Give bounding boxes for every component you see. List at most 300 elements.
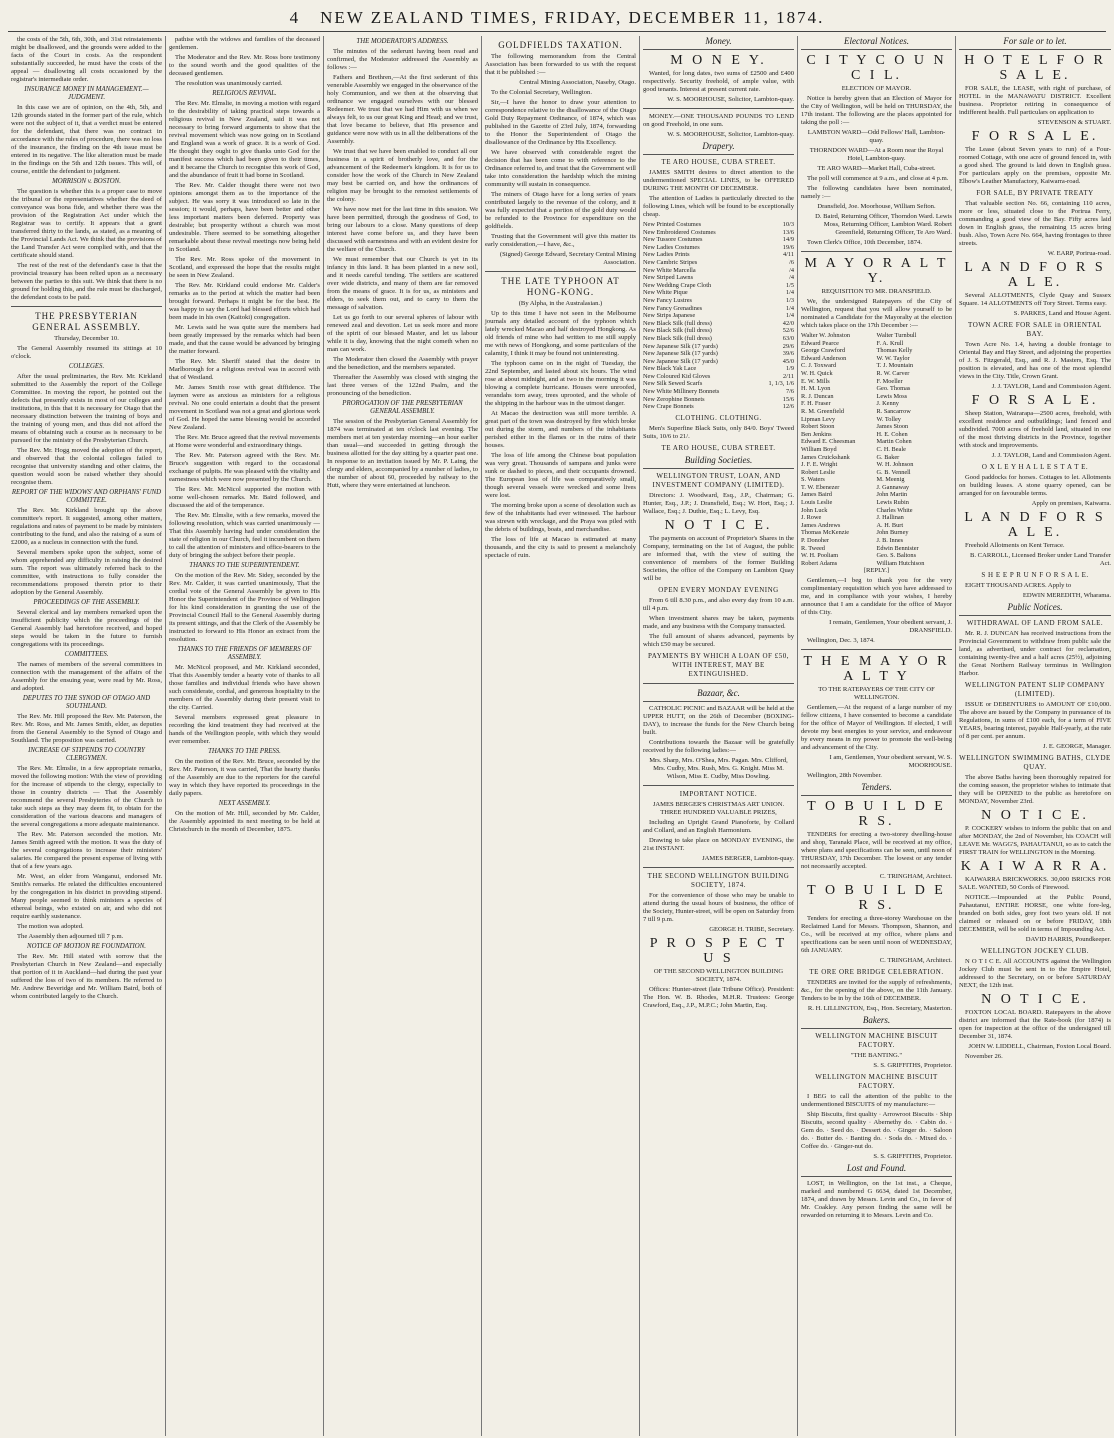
signatory-name: James Stoon: [876, 423, 909, 431]
price-item: New Japanese Silk (17 yards): [643, 342, 718, 350]
article-paragraph: The loss of life among the Chinese boat population was very great. Thousands of sampans and junks were sunk or dashed to pieces, and their occupants drowned. The European loss of life was comparatively small, though several vessels were wrecked and some lives were lost.: [485, 452, 636, 499]
section-title: Bakers.: [801, 1015, 952, 1029]
ad-text: Mr. R. J. DUNCAN has received instructions from the Provincial Government to withdraw from public sale the land, as advertised, under contract for reclamation, containing twenty-five and a half acres (25½), adjoining the Great Northern Railway terminus in Wellington Harbor.: [959, 630, 1111, 677]
subheading: COLLEGES.: [68, 363, 105, 370]
price-value: 1/3: [785, 296, 794, 304]
price-item: New White Millinery Bonnets: [643, 388, 720, 396]
ad-text: Including an Upright Grand Pianoforte, by Collard and Collard, and an English Harmonium.: [643, 818, 794, 834]
page-number: 4: [289, 8, 301, 27]
section-title: Public Notices.: [959, 602, 1111, 616]
signatory-name: E. W. Mills: [801, 377, 830, 385]
price-row: [643, 403, 794, 411]
signatory-name: Robert Adams: [801, 559, 838, 567]
price-item: New Black Silk (full dress): [643, 319, 712, 327]
ad-text: Wellington, Dec. 3, 1874.: [807, 637, 875, 645]
byline: (By Alpha, in the Australasian.): [518, 300, 603, 307]
ad-text: We, the undersigned Ratepayers of the City of Wellington, request that you will allow yourself to be nominated a Candidate for the Mayoralty at the election which takes place on the 17th December :—: [801, 298, 952, 329]
price-value: 2/11: [783, 372, 794, 380]
ad-heading: T H E M A Y O R A L T Y: [803, 654, 950, 685]
article-paragraph: Up to this time I have not seen in the Melbourne journals any detailed account of the typhoon which lately wrecked Macao and half destroyed Hongkong. As old friends of mine who had written to me still supply me with news of Hongkong, and some particulars of the calamity, I think it may be found not uninteresting.: [485, 310, 636, 357]
ad-text: Dransfield, Joe. Moorhouse, William Sefton.: [817, 203, 936, 210]
ad-heading: F O R S A L E.: [971, 393, 1099, 408]
column-6: [798, 36, 956, 1436]
price-row: [643, 297, 794, 305]
ad-heading: K A I W A R R A.: [960, 859, 1110, 874]
column-1: [8, 36, 166, 1436]
price-item: New Crape Bonnets: [643, 403, 694, 411]
ad-text: Ship Biscuits, first quality · Arrowroot Biscuits · Ship Biscuits, second quality · Abernethy do. · Cabin do. · Gem do. · Seed do. · Dessert do. · Ginger do. · Saloon do. · Butter do. · Banting do. · Soda do. · Mixed do. · Coffee do. · Ginger-nut do.: [801, 1111, 952, 1151]
subheading: PROCEEDINGS OF THE ASSEMBLY.: [33, 599, 140, 606]
article-paragraph: pathise with the widows and families of the deceased gentlemen.: [169, 36, 320, 51]
price-row: [643, 373, 794, 381]
ad-text: Mrs. Sharp, Mrs. O'Shea, Mrs. Pagan. Mrs. Clifford, Mrs. Cudby, Mrs. Rush, Mrs. G. Knight. Miss M. Wilson, Miss E. Cudby, Miss Dowling.: [649, 756, 788, 780]
ad-heading: N O T I C E.: [981, 992, 1089, 1007]
article-paragraph: At Macao the destruction was still more terrible. A great part of the town was destroyed by fire which broke out during the storm, and numbers of the inhabitants perished either in the flames or in the ruins of their houses.: [485, 410, 636, 449]
ad-text: Contributions towards the Bazaar will be gratefully received by the following ladies:—: [643, 738, 794, 754]
signatory-name: F. Moeller: [876, 377, 903, 385]
signatory-name: John Luck: [801, 506, 828, 514]
signatory-name: M. Meenig: [876, 476, 905, 484]
price-value: 13/6: [782, 228, 794, 236]
ad-heading: WELLINGTON JOCKEY CLUB.: [980, 947, 1090, 955]
article-paragraph: The question is whether this is a proper case to move the tribunal or the representatives whether the deed of conveyance was bona fide, and whether there was the provision of the Registration Act under which the Registrar was to certify. It appears that a grant transferred thirty to the lands, as stated, as a meaning of the Provincial Lands Act. We think that the provisions of the Land Transfer Act were complied with, and that the certificate should stand.: [11, 188, 162, 259]
ad-text: The poll will commence at 9 a.m., and close at 4 p.m.: [807, 175, 949, 182]
price-value: 12/6: [782, 403, 794, 411]
ad-text: Town Acre No. 1.4, having a double frontage to Oriental Bay and Hay Street, and adjoining the properties of J. S. Fitzgerald, Esq., and R. J. Masters, Esq. The position is elevated, and has one of the most splendid views in the City. Title, Crown Grant.: [959, 341, 1111, 380]
article-paragraph: On the motion of the Rev. Mr. Sidey, seconded by the Rev. Mr. Calder, it was carried unanimously, That the cordial vote of the General Assembly be given to His Honor the Superintendent of the Province of Wellington for his kind consideration in granting the use of the Provincial Council Hall to the General Assembly during its present sittings, and that the Clerk of the Assembly be instructed to forward to His Honor an extract from the resolution.: [169, 572, 320, 643]
addressee: To the Colonial Secretary, Wellington.: [491, 89, 593, 96]
article-paragraph: The Rev. Mr. Paterson agreed with the Rev. Mr. Bruce's suggestion with regard to the occasional exchange of pulpits. He was pleased with the vitality and earnestness which were now presented by the Church.: [169, 452, 320, 483]
signatory-name: R. J. Duncan: [801, 392, 834, 400]
section-title: Lost and Found.: [801, 1163, 952, 1177]
article-paragraph: Mr. Lewis said he was quite sure the members had been greatly impressed by the remarks which had been made, and that the cause would be advanced by bringing the matter forward.: [169, 324, 320, 355]
price-row: [643, 305, 794, 313]
divider: [11, 306, 162, 307]
price-value: 4/11: [783, 251, 794, 259]
price-value: 14/9: [782, 236, 794, 244]
ad-heading: THE SECOND WELLINGTON BUILDING SOCIETY, 1874.: [647, 871, 790, 889]
section-title: For sale or to let.: [959, 36, 1111, 50]
price-item: New Zerophine Bonnets: [643, 395, 705, 403]
price-value: 1/5: [785, 281, 794, 289]
signatory-name: R. M. Greenfield: [801, 407, 845, 415]
price-item: New Wedding Crape Cloth: [643, 281, 712, 289]
divider: [643, 785, 794, 786]
ad-text: The following candidates have been nominated, namely :—: [801, 185, 952, 200]
ad-heading: IMPORTANT NOTICE.: [679, 789, 758, 798]
divider: [643, 683, 794, 684]
ad-text: Wellington, 28th November.: [807, 772, 882, 780]
ad-heading: C I T Y C O U N C I L.: [806, 53, 947, 83]
price-item: New Fancy Lustres: [643, 296, 692, 304]
ad-text: For the convenience of those who may be unable to attend during the usual hours of business, the office of the Society, Hunter-street, will be open on Saturday from 7 till 9 p.m.: [643, 891, 794, 923]
price-item: New Printed Costumes: [643, 221, 702, 228]
price-value: 1/4: [785, 289, 794, 297]
ad-subheading: [REPLY.]: [863, 567, 890, 575]
price-item: New Ladies Prints: [643, 251, 690, 259]
article-paragraph: We must remember that our Church is yet in its infancy in this land. It has been planted in a new soil, and it needs careful tending. The settlers are scattered over wide districts, and many of them are far removed from the means of grace. It is for us, as ministers and elders, to seek them out, and to carry to them the message of salvation.: [327, 256, 478, 311]
ad-heading: F O R S A L E.: [971, 129, 1099, 144]
column-5: [640, 36, 798, 1436]
ad-text: From 6 till 8.30 p.m., and also every day from 10 a.m. till 4 p.m.: [643, 596, 794, 612]
section-title: Money.: [643, 36, 794, 50]
signatory-name: George Crawford: [801, 347, 846, 355]
price-value: 1/9: [785, 365, 794, 373]
article-paragraph: The loss of life at Macao is estimated at many thousands, and the city is said to present a melancholy spectacle of ruin.: [485, 536, 636, 559]
price-item: New Black Yak Lace: [643, 365, 697, 373]
ad-heading: TOWN ACRE FOR SALE in ORIENTAL BAY.: [968, 321, 1102, 338]
price-row: [643, 320, 794, 328]
article-paragraph: The names of members of the several committees in connection with the management of the affairs of the Assembly for the ensuing year, were read by Mr. Ross, and adopted.: [11, 661, 162, 692]
signatory-name: Walter Turnbull: [876, 332, 917, 339]
ad-signature: Apply on premises, Kaiwarra.: [1031, 500, 1111, 507]
ad-text: N O T I C E. All ACCOUNTS against the Wellington Jockey Club must be sent in to the Empire Hotel, addressed to the Secretary, on or before SATURDAY NEXT, the 12th inst.: [959, 958, 1111, 989]
price-row: [643, 350, 794, 358]
price-row: [643, 289, 794, 297]
ad-text: That valuable section No. 66, containing 110 acres, more or less, situated close to the Porirua Ferry, commanding a good view of the Bay. Fifty acres laid down in English grass, the remaining 15 acres bring bush. Also, Town Acre No. 664, having frontages to three streets.: [959, 200, 1111, 247]
price-row: [643, 343, 794, 351]
subheading: REPORT OF THE WIDOWS' AND ORPHANS' FUND COMMITTEE.: [11, 489, 162, 504]
price-value: 7/6: [785, 388, 794, 396]
ad-signature: W. EARP, Porirua-road.: [1047, 250, 1111, 257]
price-row: [643, 335, 794, 343]
signatory-name: J. Gannaway: [876, 483, 910, 491]
ad-signature: W. S. MOORHOUSE, Solicitor, Lambton-quay.: [667, 131, 794, 138]
price-row: [643, 244, 794, 252]
signatory-name: R. Tweed: [801, 544, 825, 552]
ad-text: TE ARO WARD—Market Hall, Cuba-street.: [817, 165, 936, 172]
ad-heading: TE ORE ORE BRIDGE CELEBRATION.: [809, 968, 944, 977]
price-value: 1/4: [785, 312, 794, 320]
ad-signature: I am, Gentlemen, Your obedient servant, W. S. MOORHOUSE.: [829, 754, 952, 770]
signatory-name: P. Donoher: [801, 537, 829, 545]
ad-signature: J. J. TAYLOR, Land and Commission Agent.: [991, 383, 1111, 390]
subheading: RELIGIOUS REVIVAL.: [212, 90, 277, 97]
price-value: 29/6: [782, 342, 794, 350]
signatory-name: J. Rowe: [801, 514, 822, 522]
article-paragraph: Thereafter the Assembly was closed with singing the last three verses of the 122nd Psalm, and the pronouncing of the benediction.: [327, 374, 478, 397]
signatory-name: J. Kenny: [876, 400, 899, 408]
price-row: [643, 251, 794, 259]
signatory-name: H. M. Lyon: [801, 385, 831, 393]
price-value: 19/6: [782, 243, 794, 251]
ad-heading: L A N D F O R S A L E.: [964, 260, 1106, 290]
price-item: New Striped Lawns: [643, 274, 694, 282]
subheading: INSURANCE MONEY IN MANAGEMENT.—JUDGMENT.: [24, 86, 149, 101]
ad-signature: STEVENSON & STUART.: [1037, 119, 1111, 126]
signatory-name: W. H. Pooliam: [801, 552, 839, 560]
ad-signature: EDWIN MEREDITH, Wharama.: [1022, 592, 1111, 599]
newspaper-title: NEW ZEALAND TIMES, FRIDAY, DECEMBER 11, 1874.: [320, 8, 825, 27]
price-value: 15/6: [782, 395, 794, 403]
article-paragraph: The Rev. Mr. Hogg moved the adoption of the report, and observed that the colonial colleges failed to recognise that university standing and other claims, the question would soon be raised whether they should recognise them.: [11, 447, 162, 486]
ad-signature: JOHN W. LIDDELL, Chairman, Foxton Local Board.: [968, 1043, 1111, 1050]
signatory-name: R. W. Carver: [876, 369, 910, 377]
signatory-name: Geo. Thomas: [876, 385, 911, 393]
ad-text: LAMBTON WARD—Odd Fellows' Hall, Lambton-quay.: [807, 129, 946, 144]
article-paragraph: We trust that we have been enabled to conduct all our business in a spirit of brotherly love, and for the advancement of the Redeemer's kingdom. It is for us to consider how the work of the Church in New Zealand may best be carried on, and how the ordinances of religion may be brought to the remotest settlements of the colony.: [327, 148, 478, 203]
ad-text: "THE BANTING.": [850, 1052, 903, 1060]
ad-text: Notice is hereby given that an Election of Mayor for the City of Wellington, will be held on THURSDAY, the 17th instant. The following are the places appointed for taking the poll :—: [801, 95, 952, 126]
article-paragraph: Sir,—I have the honor to draw your attention to correspondence relative to the disallowance of the Otago Gold Duty Repayment Ordinance, of 1874, which was published in the Gazette of 23rd July, 1874, forwarding to the Honor the Superintendent of Otago the disallowance of the Ordinance by His Excellency.: [485, 99, 636, 146]
ad-signature: JAMES BERGER, Lambton-quay.: [702, 854, 794, 862]
section-title: Bazaar, &c.: [643, 688, 794, 702]
divider: [801, 251, 952, 252]
article-paragraph: In this case we are of opinion, on the 4th, 5th, and 12th grounds stated in the former part of the rule, which were not the subject of it, that a verdict must be entered for the defendant, that there was no contract in accordance with the rules of procedure, there was no loss of the insurance, the finding on the 4th issue must be entered in its negative. The like alteration must be made in the findings on the 5th and 12th issues. This will, of course, entitle the defendant to judgment.: [11, 104, 162, 175]
ad-text: Drawing to take place on MONDAY EVENING, the 21st INSTANT.: [643, 836, 794, 852]
signatory-name: Charles White: [876, 506, 913, 514]
ad-heading: S H E E P R U N F O R S A L E.: [981, 571, 1089, 579]
ad-signature: W. S. MOORHOUSE, Solicitor, Lambton-quay.: [667, 96, 794, 103]
ad-text: NOTICE.—Impounded at the Public Pound, Pahautanui, ENTIRE HORSE, one white fore-leg, branded on both sides, grey foot two years old. If not claimed or released on or before FRIDAY, 18th DECEMBER, will be sold in terms of Impounding Act.: [959, 894, 1111, 933]
signatory-list: [801, 332, 952, 567]
column-3: [324, 36, 482, 1436]
price-row: [643, 221, 794, 229]
signatory-name: J. F. E. Wright: [801, 461, 838, 469]
ad-heading: FOR SALE, BY PRIVATE TREATY: [976, 189, 1094, 197]
ad-text: ISSUE or DEBENTURES to AMOUNT OF £10,000. The above are issued by the Company in pursuance of its Regulations, in sums of £100 each, for a term of FIVE YEARS, bearing interest, payable Half-yearly, at the rate of 8 per cent. per annum.: [959, 701, 1111, 740]
ad-text: TENDERS are invited for the supply of refreshments, &c., for the opening of the above, on the 11th January. Tenders to be in by the 16th of DECEMBER.: [801, 979, 952, 1003]
article-paragraph: The resolution was unanimously carried.: [175, 80, 283, 87]
ad-heading: M A Y O R A L T Y.: [804, 256, 949, 286]
ad-text: JAMES BERGER'S CHRISTMAS ART UNION. THREE HUNDRED VALUABLE PRIZES,: [652, 800, 785, 816]
signatory-name: F. A. Krull: [876, 339, 904, 347]
signatory-name: Robert Stoon: [801, 423, 835, 431]
price-value: 63/0: [782, 334, 794, 342]
signatory-name: F. H. Fraser: [801, 400, 831, 408]
subheading: THANKS TO THE SUPERINTENDENT.: [189, 562, 300, 569]
ad-text: The above Baths having been thoroughly repaired for the coming season, the proprietor wishes to intimate that they will be OPENED to the public as heretofore on MONDAY, November 23rd.: [959, 774, 1111, 805]
subheading: MORRISON v. BOSTON.: [52, 178, 121, 185]
ad-signature: DAVID HARRIS, Poundkeeper.: [1025, 936, 1111, 943]
ad-heading: WELLINGTON MACHINE BISCUIT FACTORY.: [815, 1032, 938, 1050]
column-2: [166, 36, 324, 1436]
signatory-name: Lewis Moss: [876, 392, 908, 400]
price-item: New Tussore Costumes: [643, 236, 703, 244]
ad-text: The payments on account of Proprietor's Shares in the Company, terminating on the 1st of August, the public are informed that, with the view of suiting the convenience of members of the former Building Societies, the office of the Company on Lambton Quay will be: [643, 534, 794, 582]
price-value: 10/3: [782, 221, 794, 228]
article-paragraph: Several clerical and lay members remarked upon the insufficient publicity which the proceedings of the General Assembly had heretofore received, and hoped steps would be taken in the future to furnish congregations with its proceedings.: [11, 609, 162, 648]
signatory-name: Walter W. Johnston: [801, 332, 850, 339]
ad-text: Tenders for erecting a three-storey Warehouse on the Reclaimed Land for Messrs. Thompson, Shannon, and Co., will be received at my office, where plans and specifications can be seen until noon of WEDNESDAY, 6th JANUARY.: [801, 915, 952, 955]
ad-heading: WELLINGTON MACHINE BISCUIT FACTORY.: [815, 1073, 938, 1091]
ad-text: CATHOLIC PICNIC and BAZAAR will be held at the UPPER HUTT, on the 26th of December (BOXING-DAY), to increase the funds for the New Church being built.: [643, 704, 794, 736]
price-row: [643, 327, 794, 335]
article-paragraph: The Rev. Mr. Sheriff stated that the desire in Marlborough for a religious revival was in accord with that of Westland.: [169, 358, 320, 381]
article-paragraph: On the motion of the Rev. Mr. Bruce, seconded by the Rev. Mr. Paterson, it was carried, That the hearty thanks of the Assembly are due to the reporters for the careful way in which they have reported its proceedings in the daily papers.: [169, 758, 320, 797]
ad-signature: S. PARKES, Land and House Agent.: [1013, 310, 1111, 317]
ad-text: Sheep Station, Wairarapa—2500 acres, freehold, with excellent residence and outbuildings; land fenced and subdivided. 7000 acres of freehold land, situated in one of the most thriving districts in the Province, together with stock and improvements.: [959, 410, 1111, 449]
article-paragraph: Let us go forth to our several spheres of labour with renewed zeal and devotion. Let us seek more and more of the spirit of our blessed Master, and let us labour while it is day, knowing that the night cometh when no man can work.: [327, 314, 478, 353]
ad-signature: J. E. GEORGE, Manager.: [1043, 743, 1111, 750]
ad-heading: P R O S P E C T U S: [649, 935, 788, 966]
article-paragraph: The Rev. Mr. Paterson seconded the motion. Mr. James Smith agreed with the motion. It was the duty of the several congregations to increase their ministers' salaries. He compared the present expense of living with that of a few years ago.: [11, 831, 162, 870]
ad-heading: H O T E L F O R S A L E.: [964, 53, 1106, 83]
signatory-name: James Cruickshank: [801, 453, 850, 461]
signatory-name: J. B. Innes: [876, 537, 904, 545]
signatory-name: Thomas Kelly: [876, 347, 913, 355]
price-row: [643, 236, 794, 244]
ad-heading: WITHDRAWAL OF LAND FROM SALE.: [966, 619, 1104, 627]
subheading: DEPUTES TO THE SYNOD OF OTAGO AND SOUTHLAND.: [22, 695, 151, 710]
ad-signature: I remain, Gentlemen, Your obedient servant, J. DRANSFIELD.: [829, 619, 952, 635]
ad-text: Several ALLOTMENTS, Clyde Quay and Sussex Square. 14 ALLOTMENTS off Tory Street. Terms easy.: [959, 292, 1111, 307]
subheading: THE MODERATOR'S ADDRESS.: [356, 38, 449, 45]
ad-heading: O X L E Y H A L L E S T A T E.: [981, 463, 1089, 471]
ad-text: Town Clerk's Office, 10th December, 1874.: [807, 239, 922, 246]
ad-signature: GEORGE H. TRIBE, Secretary.: [709, 925, 794, 933]
article-paragraph: The Rev. Mr. Kirkland brought up the above committee's report. It suggested, among other matters, regulations and rates of payment to be made by ministers contributing to the fund, and also the raising of a sum of £2000, as a nucleus in connection with the fund.: [11, 507, 162, 546]
signature: Central Mining Association, Naseby, Otago.: [519, 79, 636, 86]
signatory-name: Ben Jenkins: [801, 430, 832, 438]
ad-text: Directors: J. Woodward, Esq., J.P., Chairman; G. Hunter, Esq., J.P.; J. Dransfield, Esq.; W. Hort, Esq.; J. Wallace, Esq.; J. Duthie, Esq.; L. Levy, Esq.: [643, 491, 794, 515]
article-paragraph: After the usual preliminaries, the Rev. Mr. Kirkland submitted to the Assembly the report of the College Committee. In moving the report, he pointed out the defects that presently exists in most of our colleges and institutions, in this that it is necessary for Otago that the necessary distinction between the training of boys and the training of young men, and thus did not afford the means of obtaining such a course as is necessary to be pursued for the ministry of the Presbyterian Church.: [11, 373, 162, 444]
ad-text: FOXTON LOCAL BOARD. Ratepayers in the above district are informed that the Rate-book (for 1874) is open for inspection at the office of the undersigned till December 31, 1874.: [959, 1009, 1111, 1040]
ad-subheading: REQUISITION TO MR. DRANSFIELD.: [821, 288, 932, 295]
ad-signature: B. CARROLL, Licensed Broker under Land Transfer Act.: [969, 552, 1111, 567]
signatory-name: C. H. Beale: [876, 445, 906, 453]
article-paragraph: Several members expressed great pleasure in recording the kind treatment they had received at the hands of the Wellington people, with which they would ever remember.: [169, 714, 320, 745]
article-paragraph: The Rev. Mr. Hill stated with sorrow that the Presbyterian Church in New Zealand—and especially that portion of it in Auckland—had during the past year suffered the loss of two of its members. He referred to Mr. Andrew Beveridge and Mr. William Baird, both of whom contributed largely to the Church.: [11, 953, 162, 1000]
ad-text: The full amount of shares advanced, payments by which £50 may be secured.: [643, 632, 794, 648]
signatory-name: John Burney: [876, 529, 909, 537]
article-paragraph: Mr. McNicol proposed, and Mr. Kirkland seconded, That this Assembly tender a hearty vote of thanks to all those families and individual friends who have shown such considerate, cordial, and generous hospitality to the members of the Assembly during their present visit to the city. Carried.: [169, 664, 320, 711]
price-value: /6: [789, 258, 794, 266]
price-item: New Japanese Silk (17 yards): [643, 357, 718, 365]
ad-signature: J. J. TAYLOR, Land and Commission Agent.: [991, 452, 1111, 459]
signatory-name: James Baird: [801, 491, 832, 499]
price-item: New Fancy Grenadines: [643, 304, 703, 312]
ad-heading: WELLINGTON PATENT SLIP COMPANY (LIMITED).: [964, 681, 1106, 698]
ad-text: JAMES SMITH desires to direct attention to the undermentioned SPECIAL LINES, to be OFFERED DURING THE MONTH OF DECEMBER.: [643, 169, 794, 192]
price-row: [643, 259, 794, 267]
signatory-name: Robert Leslie: [801, 468, 836, 476]
price-row: [643, 312, 794, 320]
ad-heading: L A N D F O R S A L E.: [964, 510, 1106, 540]
price-row: [643, 365, 794, 373]
article-paragraph: Mr. James Smith rose with great diffidence. The laymen were as anxious as ministers for a religious revival. No one could entertain a doubt that the present movement in Scotland was not a great and glorious work of God. He hoped the same blessing would be accorded New Zealand.: [169, 384, 320, 431]
article-paragraph: the costs of the 5th, 6th, 30th, and 31st reinstatements might be disallowed, and the grounds were added to the facts of the Court in costs. As the respondent substantially succeeded, he must have the costs of the appeal — disallowing all costs occasioned by the registrar's intermediate order.: [11, 36, 162, 83]
article-paragraph: Fathers and Brethren,—At the first sederunt of this venerable Assembly we engaged in the observance of the holy Communion, and we then at the observing that ordinance we engaged ourselves with our blessed Redeemer. We trust that we had Him with us when we always felt, to us our great King and Head; and we trust, that love became to believe, that His presence and guidance were now with us in all the deliberations of the Assembly.: [327, 74, 478, 145]
section-title: Drapery.: [643, 141, 794, 155]
price-row: [643, 396, 794, 404]
signatory-name: C. J. Toxward: [801, 362, 837, 370]
subheading: THANKS TO THE FRIENDS OF MEMBERS OF ASSEMBLY.: [177, 646, 312, 661]
ad-text: Offices: Hunter-street (late Tribune Office). President: The Hon. W. B. Rhodes, M.H.R. Trustees: George Crawford, Esq., J.P., M.P.C.; John Martin, Esq.: [643, 985, 794, 1009]
ad-text: Gentlemen,—I beg to thank you for the very complimentary requisition which you have addressed to me, and in compliance with your wishes, I hereby announce that I am a candidate for the office of Mayor of this City.: [801, 577, 952, 617]
price-row: [643, 267, 794, 275]
price-row: [643, 380, 794, 388]
ad-text: Men's Superfine Black Suits, only 84/0. Boys' Tweed Suits, 10/6 to 21/.: [643, 424, 794, 440]
subheading: THANKS TO THE PRESS.: [208, 748, 281, 755]
signatory-name: Geo. S. Baltons: [876, 552, 917, 560]
ad-heading: M O N E Y.: [670, 53, 767, 68]
section-title: Building Societies.: [643, 455, 794, 469]
section-heading: THE PRESBYTERIAN GENERAL ASSEMBLY.: [32, 311, 141, 332]
price-value: /4: [789, 266, 794, 274]
price-item: New Silk Sewed Scarfs: [643, 380, 703, 388]
signatory-name: R. Sancarrow: [876, 407, 911, 415]
ad-signature: S. S. GRIFFITHS, Proprietor.: [873, 1153, 952, 1161]
article-paragraph: The Moderator then closed the Assembly with prayer and the benediction, and the members separated.: [327, 356, 478, 371]
signatory-name: Martin Cohen: [876, 438, 912, 446]
price-value: 1, 1/3, 1/6: [768, 380, 794, 388]
ad-heading: WELLINGTON SWIMMING BATHS, CLYDE QUAY.: [959, 754, 1111, 771]
price-row: [643, 282, 794, 290]
subheading: INCREASE OF STIPENDS TO COUNTRY CLERGYMEN.: [28, 747, 145, 762]
ad-text: I BEG to call the attention of the public to the undermentioned BISCUITS of my manufacture:—: [801, 1093, 952, 1109]
price-list: [643, 221, 794, 411]
article-paragraph: The miners of Otago have for a long series of years contributed largely to the revenue of the colony, and it was fully expected that a portion of the gold duty would be refunded to the Province for expenditure on the goldfields.: [485, 191, 636, 230]
ad-heading: N O T I C E.: [664, 517, 773, 533]
divider: [485, 271, 636, 272]
ad-text: The Lease (about Seven years to run) of a Four-roomed Cottage, with one acre of ground fenced in, with a good shed. The ground is laid down in English grass. For particulars apply on the premises, opposite Mr. Elbow's Leather Manufactory, Kaiwarra-road.: [959, 146, 1111, 185]
article-paragraph: The Rev. Mr. Kirkland could endorse Mr. Calder's remarks as to the period at which the matter had been brought forward. Perhaps it might be for the best. He was happy to say the Lord had blessed efforts which had been made in his own (Kaitoki) congregation.: [169, 282, 320, 321]
signatory-name: J. Hallinan: [876, 514, 904, 522]
article-paragraph: The Rev. Mr. McNicol supported the motion with some well-chosen remarks. Mr. Baird followed, and discussed the aid of the temperance.: [169, 486, 320, 509]
article-paragraph: The session of the Presbyterian General Assembly for 1874 was terminated at ten o'clock last evening. The members met at ten yesterday morning—an hour earlier than usual—and succeeded in getting through the business allotted for the day sitting by a quarter past one. In response to an invitation issued by Mr. P. Laing, the clergy and elders, accompanied by a number of ladies, to the number of about 60, proceeded by railway to the Hutt, where they were entertained at luncheon.: [327, 418, 478, 489]
price-item: New Embroidered Costumes: [643, 228, 716, 236]
subheading: NOTICE OF MOTION RE FOUNDATION.: [27, 943, 146, 950]
ad-text: November 26.: [965, 1053, 1003, 1060]
ad-heading: N O T I C E.: [981, 808, 1089, 823]
ad-text: OF THE SECOND WELLINGTON BUILDING SOCIETY, 1874.: [653, 967, 784, 983]
ad-text: Gentlemen,—At the request of a large number of my fellow citizens, I have consented to become a candidate for the office of Mayor of Wellington. If elected, I will devote my best energies to your service, and endeavour by every means in my power to promote the well-being and advancement of the City.: [801, 704, 952, 752]
ad-text: Freehold Allotments on Kent Terrace.: [965, 542, 1065, 549]
dateline: Thursday, December 10.: [54, 335, 119, 342]
ad-signature: C. TRINGHAM, Architect.: [879, 957, 952, 965]
ad-heading: T O B U I L D E R S.: [807, 799, 946, 830]
price-value: 45/0: [782, 357, 794, 365]
subheading: NEXT ASSEMBLY.: [218, 800, 271, 807]
article-paragraph: The Rev. Mr. Elmslie, in moving a motion with regard to the desirability of taking practical steps towards a religious revival in New Zealand, said it was not necessary to bring forward arguments to show that the revival movement which was now going on in Scotland and England was a work of grace. It is a work of God. He thought they ought to give thanks unto God for the manifest success which had been given to their times, and it became the Church to recognise this work of God, and the abundance of fruit it had borne in Scotland.: [169, 100, 320, 179]
signatory-name: A. H. Burt: [876, 521, 904, 529]
price-item: New Black Silk (full dress): [643, 327, 712, 335]
columns: [8, 36, 1111, 1436]
article-paragraph: The following memorandum from the Central Association has been forwarded to us with the request that it be published :—: [485, 53, 636, 76]
article-paragraph: The rest of the rest of the defendant's case is that the provincial treasury has been relied upon as a necessary between the parties to this suit. We think that there is no ground for holding this, and the rule must be discharged, the defendant costs to be paid.: [11, 262, 162, 301]
column-7: [956, 36, 1114, 1436]
price-item: New White Pique: [643, 289, 688, 297]
price-value: /4: [789, 274, 794, 282]
ad-heading: WELLINGTON TRUST, LOAN, AND INVESTMENT COMPANY (LIMITED).: [652, 471, 785, 489]
article-paragraph: Trusting that the Government will give this matter its early consideration,—I have, &c.,: [485, 233, 636, 248]
ad-text: When investment shares may be taken, payments made, and any business with the Company transacted.: [643, 614, 794, 630]
signatory-name: G. B. Vennell: [876, 468, 911, 476]
column-4: [482, 36, 640, 1436]
ad-signature: C. TRINGHAM, Architect.: [879, 873, 952, 881]
ad-text: The attention of Ladies is particularly directed to the following Lines, which will be found to be exceptionally cheap.: [643, 195, 794, 218]
signatory-name: Thomas McKenzie: [801, 529, 850, 537]
divider: [643, 867, 794, 868]
ad-heading: PAYMENTS BY WHICH A LOAN OF £50, WITH INTEREST, MAY BE EXTINGUISHED.: [648, 651, 789, 678]
ad-text: P. COCKERY wishes to inform the public that on and after MONDAY, the 2nd of November, his COACH will LEAVE Mr. WAGG'S, PAHAUTANUI, so as to catch the FIRST TRAIN for WELLINGTON in the Morning.: [959, 825, 1111, 856]
section-title: Electoral Notices.: [801, 36, 952, 50]
price-row: [643, 229, 794, 237]
ad-text: Wanted, for long dates, two sums of £2500 and £400 respectively. Security freehold, of ample value, with good tenants. Interest at present current rate.: [643, 70, 794, 93]
signatory-name: T. J. Mountain: [876, 362, 914, 370]
ad-text: THORNDON WARD—At a Room near the Royal Hotel, Lambton-quay.: [809, 147, 944, 162]
article-paragraph: The motion was adopted.: [17, 923, 84, 930]
signatory-name: W. Tolley: [876, 415, 901, 423]
signatory-name: Louis Leslie: [801, 499, 833, 507]
ad-heading: CLOTHING. CLOTHING.: [675, 413, 762, 422]
article-paragraph: The morning broke upon a scene of desolation such as few of the inhabitants had ever witnessed. The harbour was strewn with wreckage, and the Praya was piled with the debris of buildings, boats, and merchandise.: [485, 502, 636, 533]
article-paragraph: The typhoon came on in the night of Tuesday, the 22nd September, and lasted about six hours. The wind rose at about midnight, and at two in the morning it was blowing a complete hurricane. Houses were unroofed, verandahs torn away, trees uprooted, and the whole of the shipping in the harbour was in the utmost danger.: [485, 360, 636, 407]
signatory-name: W. H. Quick: [801, 369, 833, 377]
article-paragraph: We have observed with considerable regret the decision that has been come to with reference to the Ordinance referred to, and trust that the Government will take into consideration the hardship which the mining community will sustain in consequence.: [485, 149, 636, 188]
price-item: New Strips Japanese: [643, 312, 696, 320]
